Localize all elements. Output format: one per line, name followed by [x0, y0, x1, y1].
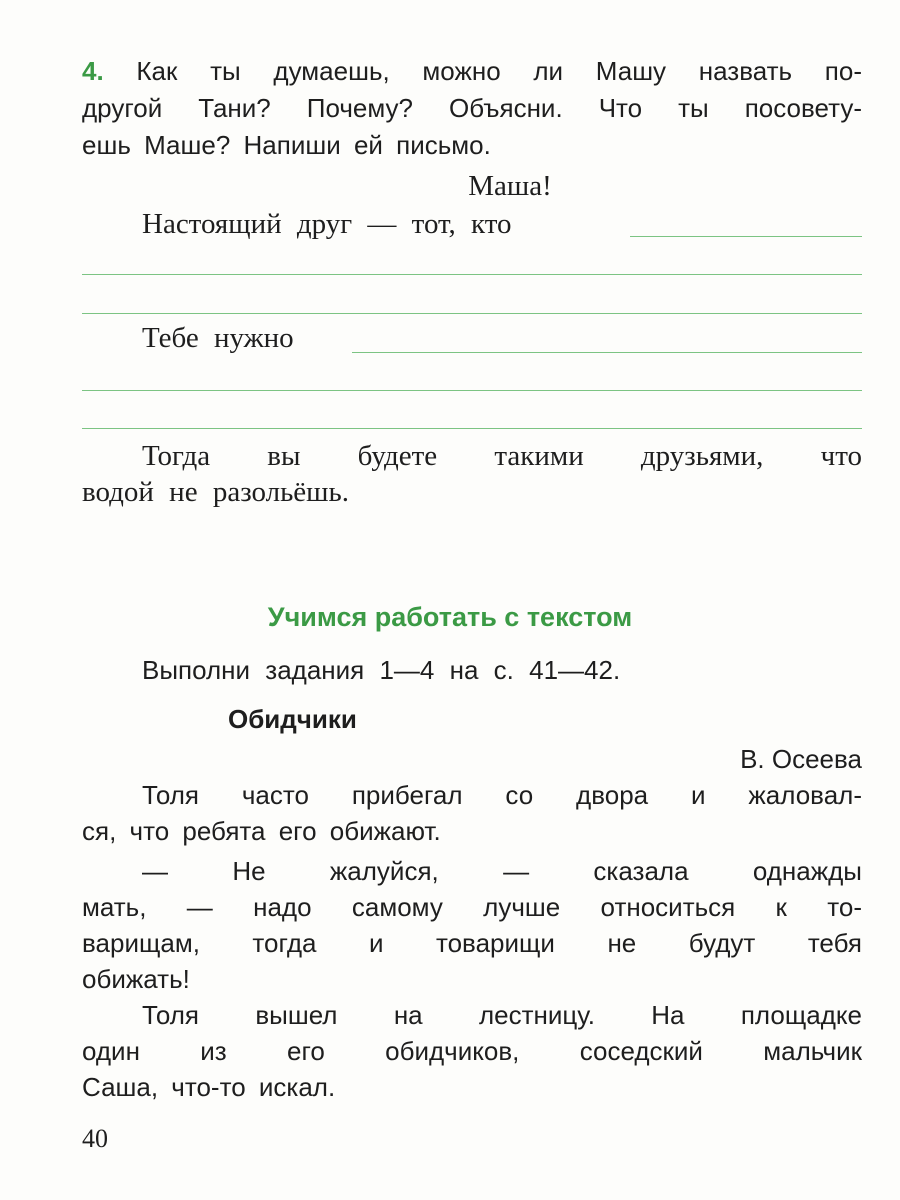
question-line: другой Тани? Почему? Объясни. Что ты посовету-	[82, 93, 862, 123]
question-line: 4. Как ты думаешь, можно ли Машу назвать по-	[82, 56, 862, 86]
story-line: Толя вышел на лестницу. На площадке	[142, 1000, 862, 1030]
story-line: — Не жалуйся, — сказала однажды	[142, 856, 862, 886]
instruction: Выполни задания 1—4 на с. 41—42.	[142, 655, 621, 685]
answer-line[interactable]	[82, 428, 862, 429]
story-author: В. Осеева	[740, 744, 862, 774]
story-line: Саша, что-то искал.	[82, 1072, 336, 1102]
letter-closing: водой не разольёшь.	[82, 476, 349, 508]
answer-line[interactable]	[82, 390, 862, 391]
page-number: 40	[82, 1124, 108, 1153]
task-number: 4.	[82, 56, 104, 86]
section-heading: Учимся работать с текстом	[267, 602, 633, 632]
answer-line[interactable]	[82, 313, 862, 314]
story-line: один из его обидчиков, соседский мальчик	[82, 1036, 862, 1066]
story-line: варищам, тогда и товарищи не будут тебя	[82, 928, 862, 958]
letter-salutation: Маша!	[468, 170, 552, 202]
answer-line[interactable]	[352, 352, 862, 353]
story-line: Толя часто прибегал со двора и жаловал-	[142, 780, 862, 810]
story-line: мать, — надо самому лучше относиться к то-	[82, 892, 862, 922]
question-line: ешь Маше? Напиши ей письмо.	[82, 130, 491, 160]
story-line: ся, что ребята его обижают.	[82, 816, 441, 846]
answer-line[interactable]	[82, 274, 862, 275]
story-title: Обидчики	[228, 704, 357, 734]
letter-prompt-1: Настоящий друг — тот, кто	[142, 208, 512, 240]
story-line: обижать!	[82, 964, 190, 994]
answer-line[interactable]	[630, 236, 862, 237]
letter-closing: Тогда вы будете такими друзьями, что	[142, 440, 862, 472]
letter-prompt-2: Тебе нужно	[142, 322, 294, 354]
